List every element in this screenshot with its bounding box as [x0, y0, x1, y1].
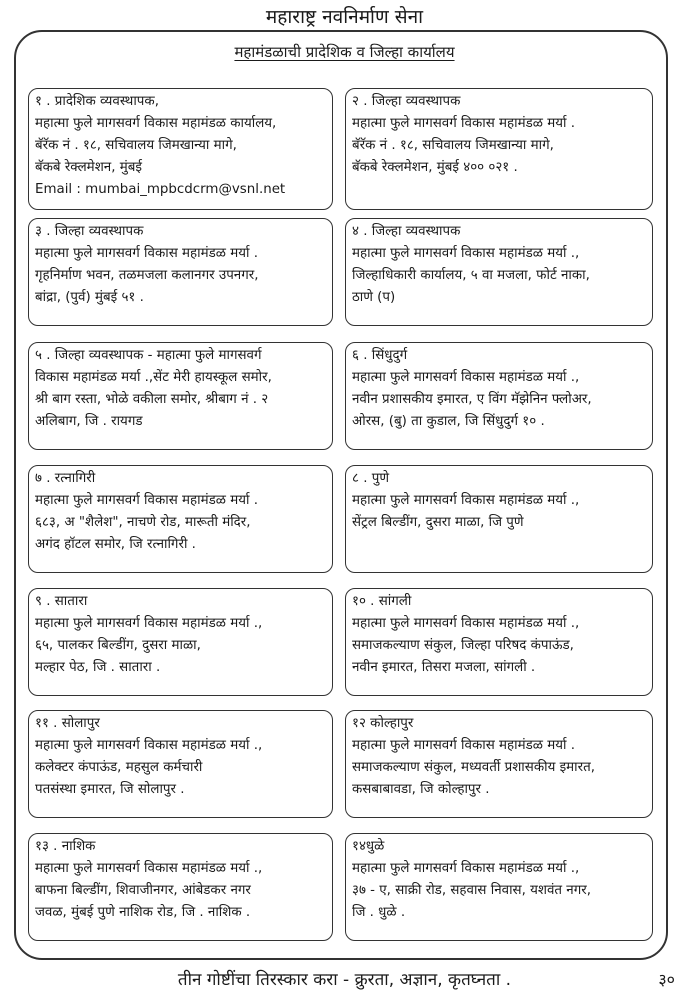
office-line: महात्मा फुले मागसवर्ग विकास महामंडळ मर्या .	[35, 493, 258, 508]
office-line: ४ . जिल्हा व्यवस्थापक	[352, 224, 461, 239]
office-card-14	[345, 833, 653, 941]
office-line: गृहनिर्माण भवन, तळमजला कलानगर उपनगर,	[35, 268, 259, 283]
office-card-3	[28, 218, 333, 326]
office-line: २ . जिल्हा व्यवस्थापक	[352, 94, 461, 109]
office-card-4	[345, 218, 653, 326]
office-line: ६८३, अ "शैलेश", नाचणे रोड, मारूती मंदिर,	[35, 515, 251, 530]
office-card-9	[28, 588, 333, 696]
office-line: १३ . नाशिक	[35, 839, 96, 854]
office-line: मल्हार पेठ, जि . सातारा .	[35, 660, 161, 675]
office-line: महात्मा फुले मागसवर्ग विकास महामंडळ मर्या .	[35, 246, 258, 261]
office-line: जि . धुळे .	[352, 905, 406, 920]
office-line: ११ . सोलापुर	[35, 716, 100, 731]
office-line: जवळ, मुंबई पुणे नाशिक रोड, जि . नाशिक .	[35, 905, 251, 920]
office-line: श्री बाग रस्ता, भोळे वकीला समोर, श्रीबाग नं . २	[35, 392, 269, 407]
office-line: ५ . जिल्हा व्यवस्थापक - महात्मा फुले मागसवर्ग	[35, 348, 262, 363]
office-line: महात्मा फुले मागसवर्ग विकास महामंडळ मर्या .	[352, 738, 575, 753]
office-line: पतसंस्था इमारत, जि सोलापुर .	[35, 782, 185, 797]
office-line: समाजकल्याण संकुल, जिल्हा परिषद कंपाऊंड,	[352, 638, 574, 653]
office-line: महात्मा फुले मागसवर्ग विकास महामंडळ मर्या .,	[35, 616, 263, 631]
office-line: १ . प्रादेशिक व्यवस्थापक,	[35, 94, 159, 109]
office-line: महात्मा फुले मागसवर्ग विकास महामंडळ मर्या .,	[35, 738, 263, 753]
office-line: बॅकबे रेक्लमेशन, मुंबई	[35, 160, 142, 175]
office-line: बांद्रा, (पुर्व) मुंबई ५१ .	[35, 290, 144, 305]
page-header: महाराष्ट्र नवनिर्माण सेना	[265, 6, 424, 28]
office-line: समाजकल्याण संकुल, मध्यवर्ती प्रशासकीय इमारत,	[352, 760, 596, 775]
office-line: ३७ - ए, साक्री रोड, सहवास निवास, यशवंत नगर,	[352, 883, 592, 898]
office-card-2	[345, 88, 653, 210]
office-line: महात्मा फुले मागसवर्ग विकास महामंडळ मर्या .,	[35, 861, 263, 876]
office-line: बाफना बिल्डींग, शिवाजीनगर, आंबेडकर नगर	[35, 883, 251, 898]
office-card-12	[345, 710, 653, 818]
office-line: महात्मा फुले मागसवर्ग विकास महामंडळ मर्या .,	[352, 861, 580, 876]
office-line: जिल्हाधिकारी कार्यालय, ५ वा मजला, फोर्ट नाका,	[352, 268, 590, 283]
page-number: ३०	[658, 970, 675, 989]
office-line: ८ . पुणे	[352, 471, 390, 486]
office-line: ६५, पालकर बिल्डींग, दुसरा माळा,	[35, 638, 201, 653]
office-card-8	[345, 465, 653, 573]
office-line: अगंद हॉटल समोर, जि रत्नागिरी .	[35, 537, 196, 552]
office-line: महात्मा फुले मागसवर्ग विकास महामंडळ मर्या .,	[352, 493, 580, 508]
footer-slogan: तीन गोष्टींचा तिरस्कार करा - क्रुरता, अज्ञान, कृतघ्नता .	[177, 970, 512, 990]
office-line: नवीन इमारत, तिसरा मजला, सांगली .	[352, 660, 536, 675]
office-line: अलिबाग, जि . रायगड	[35, 414, 143, 429]
section-title-text: महामंडळाची प्रादेशिक व जिल्हा कार्यालय	[234, 43, 455, 61]
office-card-7	[28, 465, 333, 573]
office-line: महात्मा फुले मागसवर्ग विकास महामंडळ मर्या .,	[352, 616, 580, 631]
office-line: ठाणे (प)	[352, 290, 396, 305]
office-card-13	[28, 833, 333, 941]
office-line: १४धुळे	[352, 839, 385, 854]
office-line: ३ . जिल्हा व्यवस्थापक	[35, 224, 144, 239]
office-line: ओरस, (बु) ता कुडाल, जि सिंधुदुर्ग १० .	[352, 414, 545, 429]
office-line: कसबाबावडा, जि कोल्हापुर .	[352, 782, 490, 797]
office-line: १२ कोल्हापुर	[352, 716, 414, 731]
office-card-10	[345, 588, 653, 696]
office-line: महात्मा फुले मागसवर्ग विकास महामंडळ मर्या .,	[352, 370, 580, 385]
office-card-6	[345, 342, 653, 450]
office-line: महात्मा फुले मागसवर्ग विकास महामंडळ कार्यालय,	[35, 116, 277, 131]
office-email: Email : mumbai_mpbcdcrm@vsnl.net	[35, 182, 286, 197]
office-card-1	[28, 88, 333, 210]
office-line: ९ . सातारा	[35, 594, 88, 609]
office-line: सेंट्रल बिल्डींग, दुसरा माळा, जि पुणे	[352, 515, 524, 530]
office-line: ६ . सिंधुदुर्ग	[352, 348, 408, 363]
office-line: १० . सांगली	[352, 594, 412, 609]
office-line: महात्मा फुले मागसवर्ग विकास महामंडळ मर्या .,	[352, 246, 580, 261]
office-line: कलेक्टर कंपाऊंड, महसुल कर्मचारी	[35, 760, 203, 775]
office-line: बॅकबे रेक्लमेशन, मुंबई ४०० ०२१ .	[352, 160, 518, 175]
office-line: महात्मा फुले मागसवर्ग विकास महामंडळ मर्या .	[352, 116, 575, 131]
office-line: विकास महामंडळ मर्या .,सेंट मेरी हायस्कूल समोर,	[35, 370, 272, 385]
office-card-11	[28, 710, 333, 818]
section-title	[0, 42, 689, 62]
office-line: ७ . रत्नागिरी	[35, 471, 96, 486]
office-line: नवीन प्रशासकीय इमारत, ए विंग मॅझेनिन फ्लोअर,	[352, 392, 592, 407]
office-line: बॅरॅक नं . १८, सचिवालय जिमखान्या मागे,	[352, 138, 554, 153]
office-line: बॅरॅक नं . १८, सचिवालय जिमखान्या मागे,	[35, 138, 237, 153]
office-card-5	[28, 342, 333, 450]
